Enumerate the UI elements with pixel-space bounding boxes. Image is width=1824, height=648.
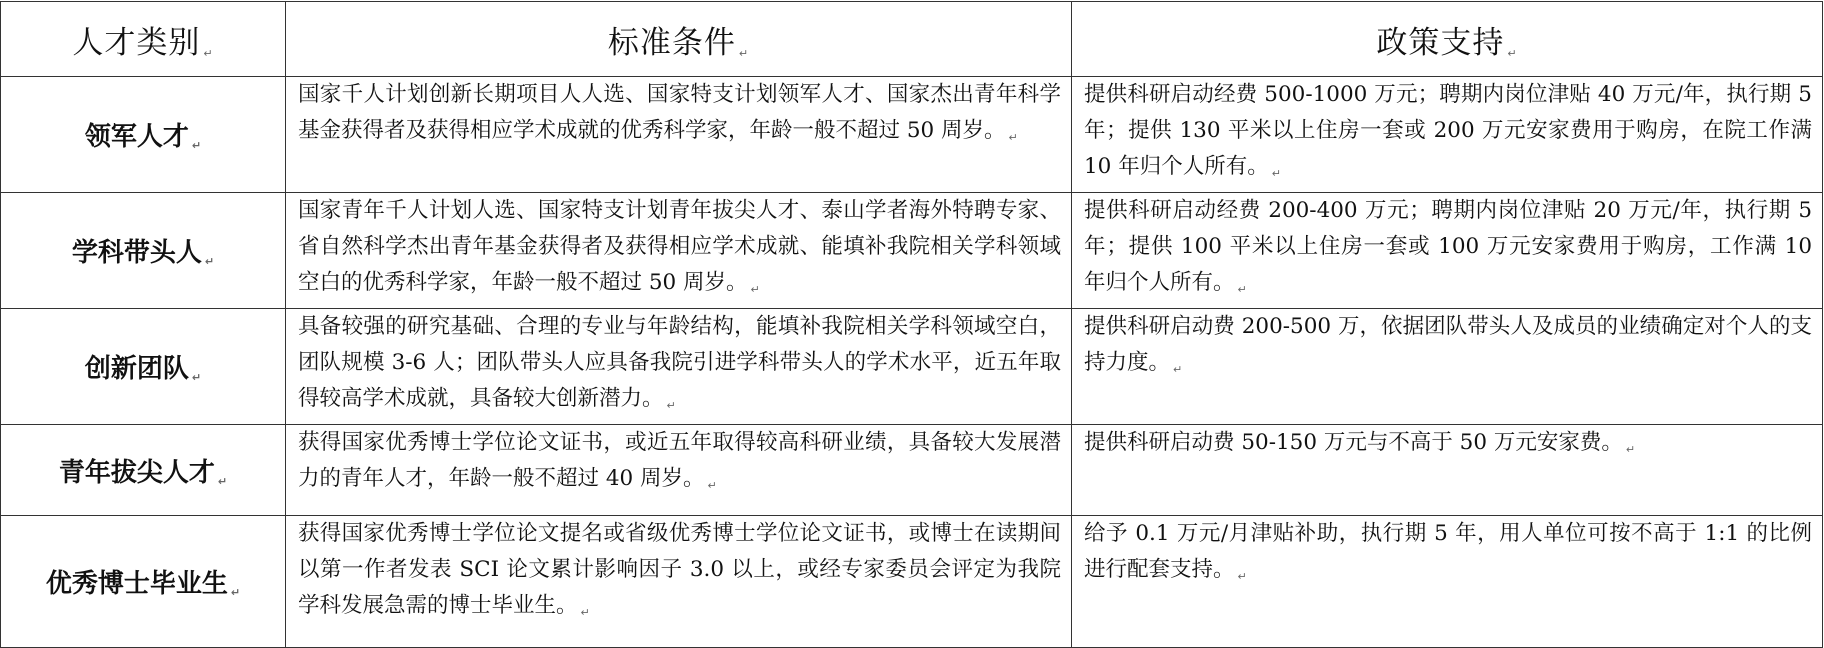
standard-cell: 国家青年千人计划人选、国家特支计划青年拔尖人才、泰山学者海外特聘专家、省自然科学杰出青年基金获得者及获得相应学术成就、能填补我院相关学科领域空白的优秀科学家，年龄一般不超过 50 周岁。 ↵ [286, 193, 1072, 309]
policy-cell: 提供科研启动经费 200-400 万元；聘期内岗位津贴 20 万元/年，执行期 5 年；提供 100 平米以上住房一套或 100 万元安家费用于购房，工作满 10 年归个人所有。 ↵ [1072, 193, 1823, 309]
table-row [1, 425, 1823, 516]
table-row [1, 309, 1823, 425]
paragraph-mark-icon: ↵ [1008, 131, 1018, 144]
header-policy: 政策支持 ↵ [1072, 2, 1823, 77]
paragraph-mark-icon: ↵ [1271, 167, 1281, 180]
header-row [1, 2, 1823, 77]
header-category: 人才类别 ↵ [1, 2, 286, 77]
policy-cell: 给予 0.1 万元/月津贴补助，执行期 5 年，用人单位可按不高于 1:1 的比例进行配套支持。 ↵ [1072, 516, 1823, 648]
paragraph-mark-icon: ↵ [1237, 283, 1247, 296]
paragraph-mark-icon: ↵ [738, 46, 750, 60]
standard-cell: 国家千人计划创新长期项目人人选、国家特支计划领军人才、国家杰出青年科学基金获得者及获得相应学术成就的优秀科学家，年龄一般不超过 50 周岁。 ↵ [286, 77, 1072, 193]
paragraph-mark-icon: ↵ [750, 283, 760, 296]
paragraph-mark-icon: ↵ [203, 46, 214, 60]
policy-cell: 提供科研启动费 50-150 万元与不高于 50 万元安家费。 ↵ [1072, 425, 1823, 516]
paragraph-mark-icon: ↵ [580, 606, 590, 619]
policy-cell: 提供科研启动经费 500-1000 万元；聘期内岗位津贴 40 万元/年，执行期 5 年；提供 130 平米以上住房一套或 200 万元安家费用于购房，在院工作满 10 年归个人所有。 ↵ [1072, 77, 1823, 193]
category-cell: 创新团队 ↵ [1, 309, 286, 425]
paragraph-mark-icon: ↵ [1625, 443, 1636, 456]
policy-cell: 提供科研启动费 200-500 万，依据团队带头人及成员的业绩确定对个人的支持力度。 ↵ [1072, 309, 1823, 425]
standard-cell: 具备较强的研究基础、合理的专业与年龄结构，能填补我院相关学科领域空白，团队规模 3-6 人；团队带头人应具备我院引进学科带头人的学术水平，近五年取得较高学术成就，具备较大创新潜力。 ↵ [286, 309, 1072, 425]
table-row [1, 516, 1823, 648]
category-cell: 学科带头人 ↵ [1, 193, 286, 309]
paragraph-mark-icon: ↵ [1237, 570, 1247, 583]
table-row [1, 77, 1823, 193]
header-standard: 标准条件 ↵ [286, 2, 1072, 77]
standard-cell: 获得国家优秀博士学位论文提名或省级优秀博士学位论文证书，或博士在读期间以第一作者发表 SCI 论文累计影响因子 3.0 以上，或经专家委员会评定为我院学科发展急需的博士毕业生。 ↵ [286, 516, 1072, 648]
paragraph-mark-icon: ↵ [217, 474, 228, 488]
paragraph-mark-icon: ↵ [191, 371, 202, 384]
category-cell: 青年拔尖人才 ↵ [1, 425, 286, 516]
paragraph-mark-icon: ↵ [230, 586, 241, 599]
category-cell: 优秀博士毕业生 ↵ [1, 516, 286, 648]
paragraph-mark-icon: ↵ [1173, 363, 1183, 376]
paragraph-mark-icon: ↵ [191, 139, 202, 152]
paragraph-mark-icon: ↵ [666, 399, 676, 412]
talent-policy-table [0, 1, 1823, 648]
standard-cell: 获得国家优秀博士学位论文证书，或近五年取得较高科研业绩，具备较大发展潜力的青年人才，年龄一般不超过 40 周岁。 ↵ [286, 425, 1072, 516]
category-cell: 领军人才 ↵ [1, 77, 286, 193]
paragraph-mark-icon: ↵ [1507, 46, 1518, 60]
paragraph-mark-icon: ↵ [204, 255, 215, 268]
table-row [1, 193, 1823, 309]
paragraph-mark-icon: ↵ [707, 479, 717, 492]
